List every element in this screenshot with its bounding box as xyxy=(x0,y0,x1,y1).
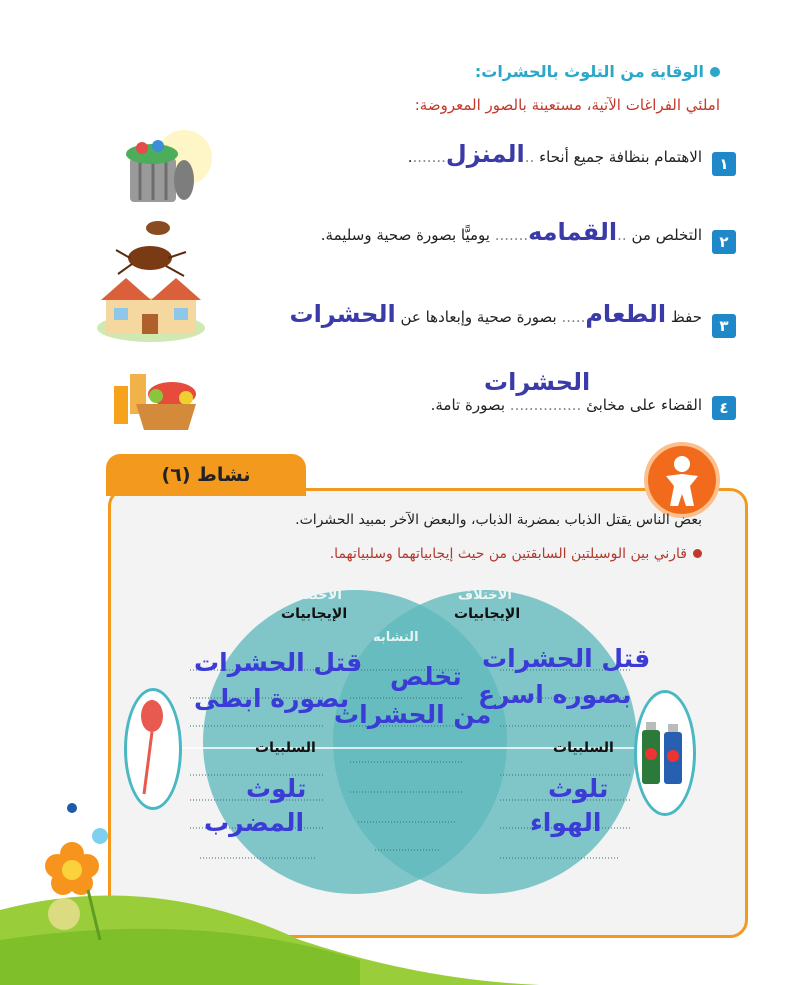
item-4-text-after: بصورة تامة. xyxy=(430,396,506,414)
trash-can-illustration xyxy=(112,128,212,208)
item-number-4: ٤ xyxy=(712,396,736,420)
item-number-2: ٢ xyxy=(712,230,736,254)
item-3-answer: الطعام xyxy=(585,300,667,328)
left-pos-label: الإيجابيات xyxy=(281,606,348,622)
fly-swatter-icon xyxy=(130,694,170,800)
left-neg-answer-2: المضرب xyxy=(204,808,305,837)
right-neg-answer-2: الهواء xyxy=(530,808,602,837)
right-pos-label: الإيجابيات xyxy=(454,606,521,622)
activity-icon xyxy=(642,440,722,520)
item-2-answer: القمامه xyxy=(528,218,618,246)
middle-answer-1: تخلص xyxy=(390,662,462,691)
item-3-answer-2: الحشرات xyxy=(289,300,396,328)
house-illustration xyxy=(96,270,206,344)
instruction-text: املئي الفراغات الآتية، مستعينة بالصور المعروضة: xyxy=(414,96,720,114)
left-neg-answer-1: تلوث xyxy=(246,774,307,803)
item-3-text-middle: بصورة صحية وإبعادها عن xyxy=(400,308,557,326)
item-3-text: حفظ xyxy=(670,308,702,326)
item-number-1: ١ xyxy=(712,152,736,176)
left-diff-label: الاختلاف xyxy=(288,588,342,603)
item-4-text: القضاء على مخابئ xyxy=(586,396,702,414)
item-1-text: الاهتمام بنظافة جميع أنحاء xyxy=(539,148,702,166)
right-diff-label: الاختلاف xyxy=(458,588,512,603)
item-3-line: حفظ الطعام..... بصورة صحية وإبعادها عن الحشرات xyxy=(289,300,702,328)
left-pos-answer-2: بصورة ابطى xyxy=(194,684,350,713)
insecticide-spray-icon xyxy=(638,718,688,788)
item-1-line: الاهتمام بنظافة جميع أنحاء ..المنزل........ xyxy=(407,140,702,168)
middle-answer-2: من الحشرات xyxy=(334,700,492,729)
activity-question: قارني بين الوسيلتين السابقتين من حيث إيجابياتهما وسلبياتهما. xyxy=(330,546,702,562)
right-pos-answer-1: قتل الحشرات xyxy=(482,644,651,673)
activity-tab: نشاط (٦) xyxy=(106,454,306,496)
activity-intro: بعض الناس يقتل الذباب بمضربة الذباب، والبعض الآخر بمبيد الحشرات. xyxy=(295,512,702,528)
item-2-text: التخلص من xyxy=(631,226,702,244)
bullet-icon xyxy=(710,67,720,77)
decorative-grass-flowers xyxy=(0,790,540,985)
left-neg-label: السلبيات xyxy=(255,740,316,756)
item-number-3: ٣ xyxy=(712,314,736,338)
food-basket-illustration xyxy=(110,364,200,432)
left-pos-answer-1: قتل الحشرات xyxy=(194,648,363,677)
item-4-answer: الحشرات xyxy=(484,368,591,396)
item-1-answer: المنزل xyxy=(445,140,525,168)
middle-sim-label: التشابه xyxy=(373,630,419,645)
item-2-text-after: يوميًّا بصورة صحية وسليمة. xyxy=(320,226,490,244)
item-4-line: القضاء على مخابئ ............... بصورة تامة. xyxy=(430,396,702,414)
right-neg-label: السلبيات xyxy=(553,740,614,756)
bullet-icon xyxy=(693,549,702,558)
section-title: الوقاية من التلوث بالحشرات: xyxy=(475,62,720,81)
item-2-line: التخلص من ..القمامه....... يوميًّا بصورة صحية وسليمة. xyxy=(320,218,702,246)
right-pos-answer-2: بصوره اسرع xyxy=(478,680,632,709)
right-neg-answer-1: تلوث xyxy=(548,774,609,803)
